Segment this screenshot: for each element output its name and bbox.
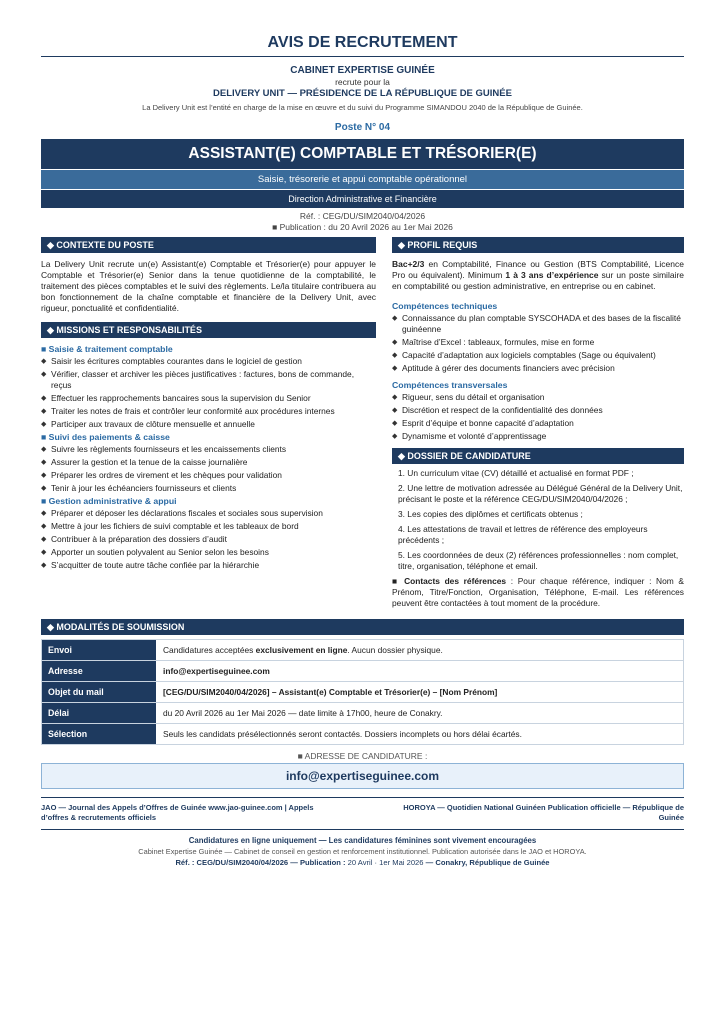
row-value: [CEG/DU/SIM2040/04/2026] – Assistant(e) Comptable et Trésorier(e) – [Nom Prénom] <box>163 687 498 697</box>
list-item: ◆ Préparer et déposer les déclarations fiscales et sociales sous supervision <box>41 508 376 519</box>
modalites-table <box>41 639 684 745</box>
list-item: ◆ Tenir à jour les échéanciers fournisseurs et clients <box>41 483 376 494</box>
list-item: ◆ Vérifier, classer et archiver les pièces justificatives : factures, bons de commande, reçus <box>41 369 376 391</box>
mission-list <box>41 444 376 494</box>
delai-dates: du 20 Avril 2026 au 1er Mai 2026 <box>163 708 286 718</box>
left-column <box>41 237 376 609</box>
address-email-box[interactable]: info@expertiseguinee.com <box>41 763 684 789</box>
row-label: Délai <box>42 703 156 723</box>
position-direction: Direction Administrative et Financière <box>41 190 684 208</box>
right-column <box>392 237 684 609</box>
title-divider <box>41 56 684 57</box>
section-header-dossier: ◆ DOSSIER DE CANDIDATURE <box>392 448 684 464</box>
mission-list <box>41 356 376 430</box>
table-row <box>42 723 683 744</box>
list-item: ◆ Préparer les ordres de virement et les chèques pour validation <box>41 470 376 481</box>
publication-label: ■ Publication : <box>272 222 326 232</box>
row-label: Objet du mail <box>42 682 156 702</box>
contexte-text: La Delivery Unit recrute un(e) Assistant(e) Comptable et Trésorier(e) pour appuyer le Comptable et Trésorier(e) Senior dans la tenue quotidienne de la comptabilité, le traitement des pièces comptables et le suivi des règlements. Le/la titulaire contribuera au bon fonctionnement de la chaîne comptable et financière de la Delivery Unit, avec rigueur, ponctualité et confidentialité. <box>41 259 376 313</box>
list-item: ◆ Assurer la gestion et la tenue de la caisse journalière <box>41 457 376 468</box>
intro-text: La Delivery Unit est l’entité en charge de la mise en œuvre et du suivi du Programme SIMANDOU 2040 de la République de Guinée. <box>142 103 583 112</box>
reference-block <box>41 211 684 233</box>
footer-line-2: Cabinet Expertise Guinée — Cabinet de conseil en gestion et renforcement institutionnel. Publication autorisée dans le JAO et HOROYA. <box>138 847 587 856</box>
list-item: ◆ Esprit d’équipe et bonne capacité d’adaptation <box>392 418 684 429</box>
table-row <box>42 640 683 660</box>
list-item: ◆ Mettre à jour les fichiers de suivi comptable et les tableaux de bord <box>41 521 376 532</box>
publication-horoya: HOROYA — Quotidien National Guinéen Publication officielle — République de Guinée <box>403 803 684 822</box>
mission-group-title: ■ Gestion administrative & appui <box>41 496 177 506</box>
contacts-label: ■ Contacts des références <box>392 576 507 586</box>
envoi-bold: exclusivement en ligne <box>255 645 348 655</box>
publications-bar <box>41 797 684 830</box>
envoi-text: Candidatures acceptées <box>163 645 256 655</box>
position-subtitle: Saisie, trésorerie et appui comptable opérationnel <box>41 170 684 189</box>
section-header-missions: ◆ MISSIONS ET RESPONSABILITÉS <box>41 322 376 338</box>
dossier-list <box>392 468 684 572</box>
email-link[interactable]: info@expertiseguinee.com <box>163 666 270 676</box>
notice-title: AVIS DE RECRUTEMENT <box>267 34 458 51</box>
contacts-references <box>392 576 684 609</box>
position-title: ASSISTANT(E) COMPTABLE ET TRÉSORIER(E) <box>41 139 684 169</box>
table-row <box>42 660 683 681</box>
footer-ref: Réf. : CEG/DU/SIM2040/04/2026 — Publication : <box>175 858 346 867</box>
list-item: ◆ S’acquitter de toute autre tâche confiée par la hiérarchie <box>41 560 376 571</box>
row-label: Envoi <box>42 640 156 660</box>
contacts-text: : Pour chaque référence, indiquer : Nom & Prénom, Titre/Fonction, Organisation, Téléphone, E-mail. Les références peuvent être contactées à tout moment de la procédure. <box>392 576 684 608</box>
profil-experience: 1 à 3 ans d’expérience <box>505 270 599 280</box>
mission-group-title: ■ Suivi des paiements & caisse <box>41 432 170 442</box>
competences-techniques-title: Compétences techniques <box>392 301 498 311</box>
section-header-modalites: ◆ MODALITÉS DE SOUMISSION <box>41 619 684 635</box>
delai-extra: — date limite à 17h00, heure de Conakry. <box>288 708 443 718</box>
envoi-text: . Aucun dossier physique. <box>347 645 443 655</box>
row-label: Sélection <box>42 724 156 744</box>
footer-dates: 20 Avril · 1er Mai 2026 <box>347 858 424 867</box>
job-notice-page <box>41 0 684 867</box>
table-row <box>42 702 683 723</box>
profil-text <box>392 259 684 292</box>
list-item: ◆ Maîtrise d’Excel : tableaux, formules, mise en forme <box>392 337 684 348</box>
list-item: ◆ Rigueur, sens du détail et organisation <box>392 392 684 403</box>
list-item: ◆ Aptitude à gérer des documents financiers avec précision <box>392 363 684 374</box>
list-item: 3. Les copies des diplômes et certificats obtenus ; <box>398 509 583 519</box>
footer-line-3 <box>41 858 684 867</box>
list-item: 1. Un curriculum vitae (CV) détaillé et actualisé en format PDF ; <box>398 468 634 478</box>
profil-text-part: sur un poste similaire en comptabilité ou gestion administrative, en entreprise ou en cabinet. <box>392 270 684 291</box>
row-label: Adresse <box>42 661 156 681</box>
mission-list <box>41 508 376 571</box>
client-name: DELIVERY UNIT — PRÉSIDENCE DE LA RÉPUBLIQUE DE GUINÉE <box>213 88 512 99</box>
publication-line <box>41 222 684 233</box>
competences-techniques-list <box>392 313 684 374</box>
list-item: ◆ Connaissance du plan comptable SYSCOHADA et des bases de la fiscalité guinéenne <box>392 313 684 335</box>
section-header-contexte: ◆ CONTEXTE DU POSTE <box>41 237 376 253</box>
two-column-body <box>41 237 684 609</box>
organization-name: CABINET EXPERTISE GUINÉE <box>290 65 435 76</box>
list-item: 5. Les coordonnées de deux (2) références professionnelles : nom complet, titre, organisation, téléphone et email. <box>398 550 679 571</box>
list-item: ◆ Traiter les notes de frais et contrôler leur conformité aux procédures internes <box>41 406 376 417</box>
competences-transversales-list <box>392 392 684 442</box>
list-item: ◆ Saisir les écritures comptables courantes dans le logiciel de gestion <box>41 356 376 367</box>
list-item: ◆ Contribuer à la préparation des dossiers d’audit <box>41 534 376 545</box>
publication-dates: du 20 Avril 2026 au 1er Mai 2026 <box>328 222 453 232</box>
publication-jao: JAO — Journal des Appels d’Offres de Guinée www.jao-guinee.com | Appels d’offres & recrutements officiels <box>41 803 314 822</box>
list-item: ◆ Participer aux travaux de clôture mensuelle et annuelle <box>41 419 376 430</box>
address-label: ■ ADRESSE DE CANDIDATURE : <box>297 751 428 761</box>
reference-number: Réf. : CEG/DU/SIM2040/04/2026 <box>299 211 426 221</box>
competences-transversales-title: Compétences transversales <box>392 380 508 390</box>
footer-line-1: Candidatures en ligne uniquement — Les candidatures féminines sont vivement encouragées <box>188 836 537 845</box>
row-value <box>156 703 683 723</box>
list-item: ◆ Effectuer les rapprochements bancaires sous la supervision du Senior <box>41 393 376 404</box>
list-item: ◆ Apporter un soutien polyvalent au Senior selon les besoins <box>41 547 376 558</box>
profil-degree: Bac+2/3 <box>392 259 425 269</box>
row-value: Seuls les candidats présélectionnés seront contactés. Dossiers incomplets ou hors délai écartés. <box>163 729 522 739</box>
row-value <box>156 640 683 660</box>
recruits-for-text: recrute pour la <box>335 77 390 87</box>
list-item: ◆ Suivre les règlements fournisseurs et les encaissements clients <box>41 444 376 455</box>
list-item: 2. Une lettre de motivation adressée au Délégué Général de la Delivery Unit, précisant le poste et la référence CEG/DU/SIM2040/04/2026 ; <box>398 483 683 504</box>
position-number: Poste N° 04 <box>334 122 391 133</box>
profil-text-part: en Comptabilité, Finance ou Gestion (BTS Comptabilité, Licence Pro ou équivalent). Minimum <box>392 259 684 280</box>
list-item: ◆ Discrétion et respect de la confidentialité des données <box>392 405 684 416</box>
footer-location: — Conakry, République de Guinée <box>425 858 550 867</box>
section-header-profil: ◆ PROFIL REQUIS <box>392 237 684 253</box>
list-item: ◆ Dynamisme et volonté d’apprentissage <box>392 431 684 442</box>
mission-group-title: ■ Saisie & traitement comptable <box>41 344 173 354</box>
list-item: ◆ Capacité d’adaptation aux logiciels comptables (Sage ou équivalent) <box>392 350 684 361</box>
list-item: 4. Les attestations de travail et lettres de référence des employeurs précédents ; <box>398 524 648 545</box>
table-row <box>42 681 683 702</box>
